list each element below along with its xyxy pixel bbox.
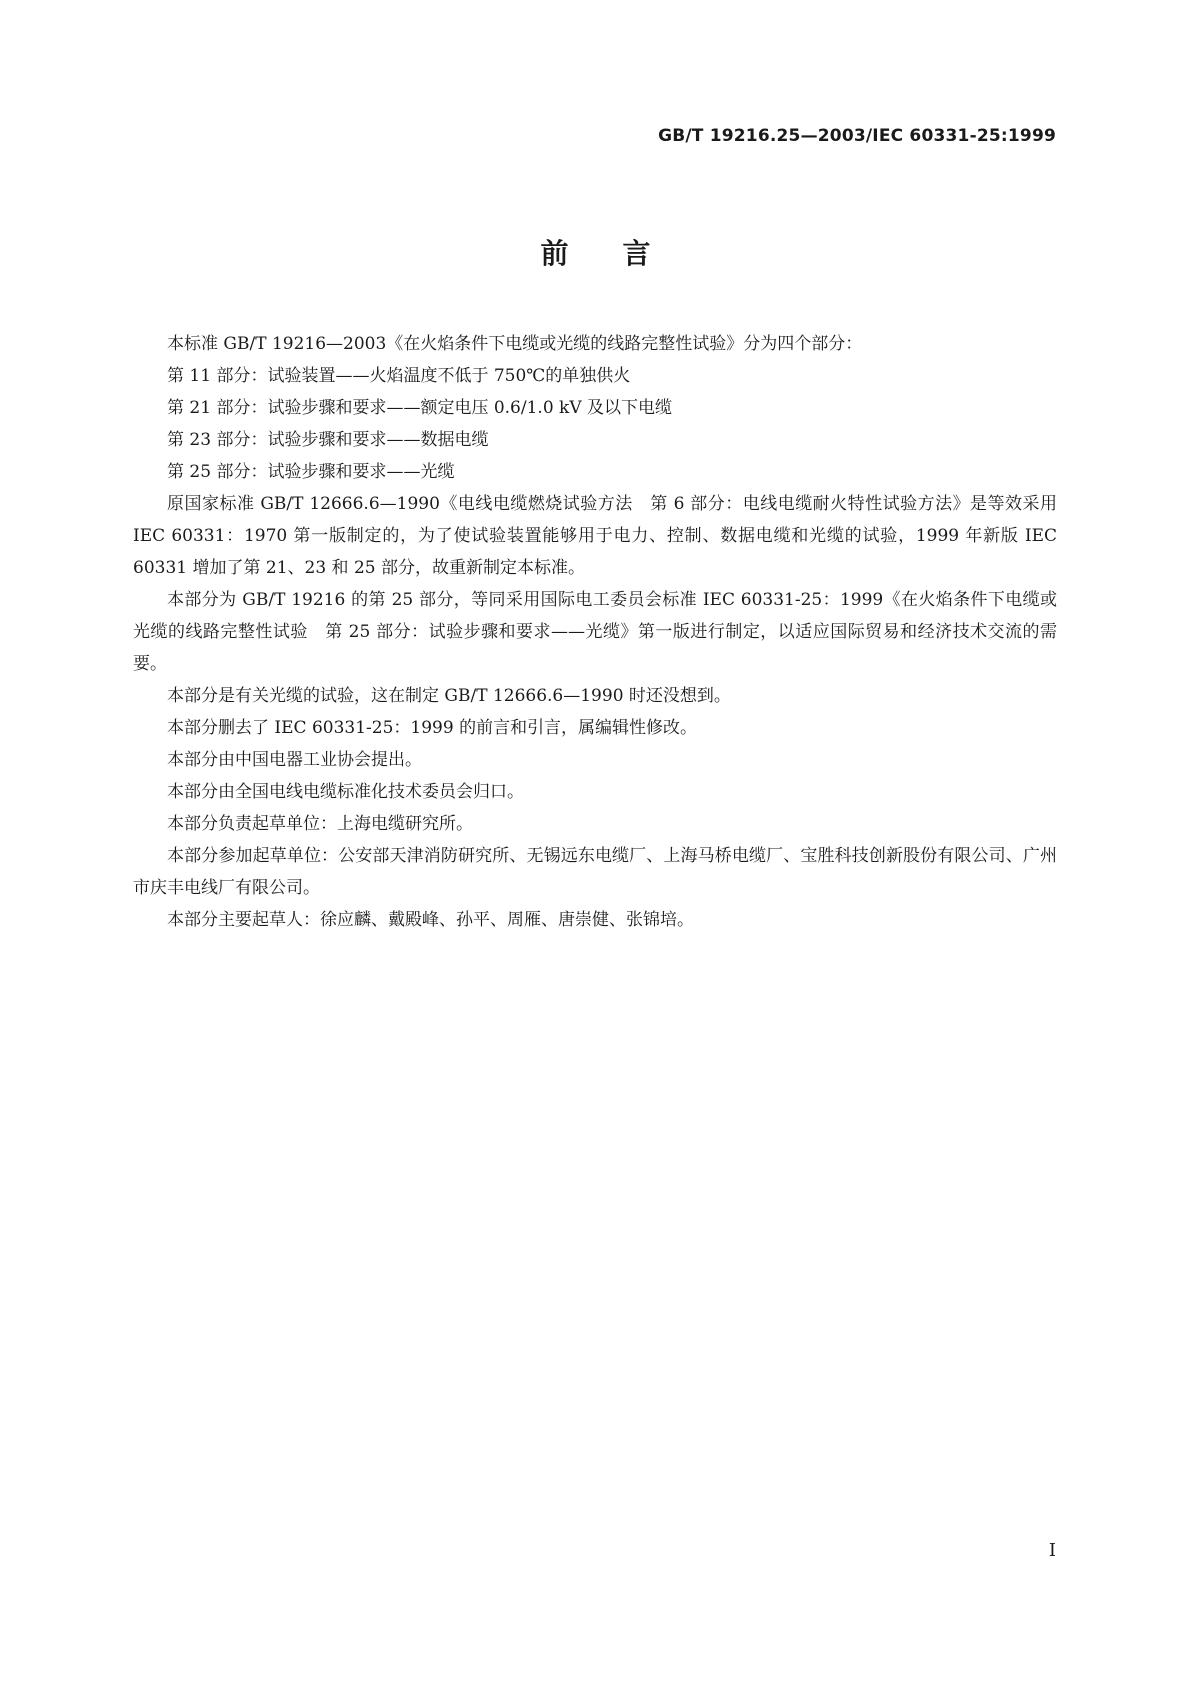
paragraph-editorial-change: 本部分删去了 IEC 60331-25：1999 的前言和引言，属编辑性修改。 [167, 718, 698, 738]
paragraph-drafting-unit: 本部分负责起草单位：上海电缆研究所。 [167, 814, 473, 834]
paragraph-part-11: 第 11 部分：试验装置——火焰温度不低于 750℃的单独供火 [167, 366, 631, 386]
paragraph-part-23: 第 23 部分：试验步骤和要求——数据电缆 [167, 430, 489, 450]
foreword-body [133, 328, 1057, 936]
paragraph-part-25: 第 25 部分：试验步骤和要求——光缆 [167, 462, 455, 482]
paragraph-part-21: 第 21 部分：试验步骤和要求——额定电压 0.6/1.0 kV 及以下电缆 [167, 398, 673, 418]
foreword-title: 前言 [540, 237, 705, 270]
paragraph-drafters: 本部分主要起草人：徐应麟、戴殿峰、孙平、周雁、唐崇健、张锦培。 [167, 910, 694, 930]
paragraph-proposed-by: 本部分由中国电器工业协会提出。 [167, 750, 422, 770]
standard-number-header: GB/T 19216.25—2003/IEC 60331-25:1999 [658, 126, 1056, 146]
paragraph-participating-units: 本部分参加起草单位：公安部天津消防研究所、无锡远东电缆厂、上海马桥电缆厂、宝胜科技创新股份有限公司、广州市庆丰电线厂有限公司。 [133, 846, 1057, 898]
paragraph-centralized-by: 本部分由全国电线电缆标准化技术委员会归口。 [167, 782, 524, 802]
paragraph-original-standard: 原国家标准 GB/T 12666.6—1990《电线电缆燃烧试验方法 第 6 部分：电线电缆耐火特性试验方法》是等效采用 IEC 60331：1970 第一版制定的，为了使试验装置能够用于电力、控制、数据电缆和光缆的试验，1999 年新版 IEC 60331 增加了第 21、23 和 25 部分，故重新制定本标准。 [133, 494, 1057, 578]
paragraph-optical-cable-note: 本部分是有关光缆的试验，这在制定 GB/T 12666.6—1990 时还没想到。 [167, 686, 731, 706]
paragraph-intro: 本标准 GB/T 19216—2003《在火焰条件下电缆或光缆的线路完整性试验》分为四个部分： [167, 334, 863, 354]
paragraph-adoption: 本部分为 GB/T 19216 的第 25 部分，等同采用国际电工委员会标准 IEC 60331-25：1999《在火焰条件下电缆或光缆的线路完整性试验 第 25 部分：试验步骤和要求——光缆》第一版进行制定，以适应国际贸易和经济技术交流的需要。 [133, 590, 1057, 674]
page-number: I [1048, 1540, 1056, 1561]
